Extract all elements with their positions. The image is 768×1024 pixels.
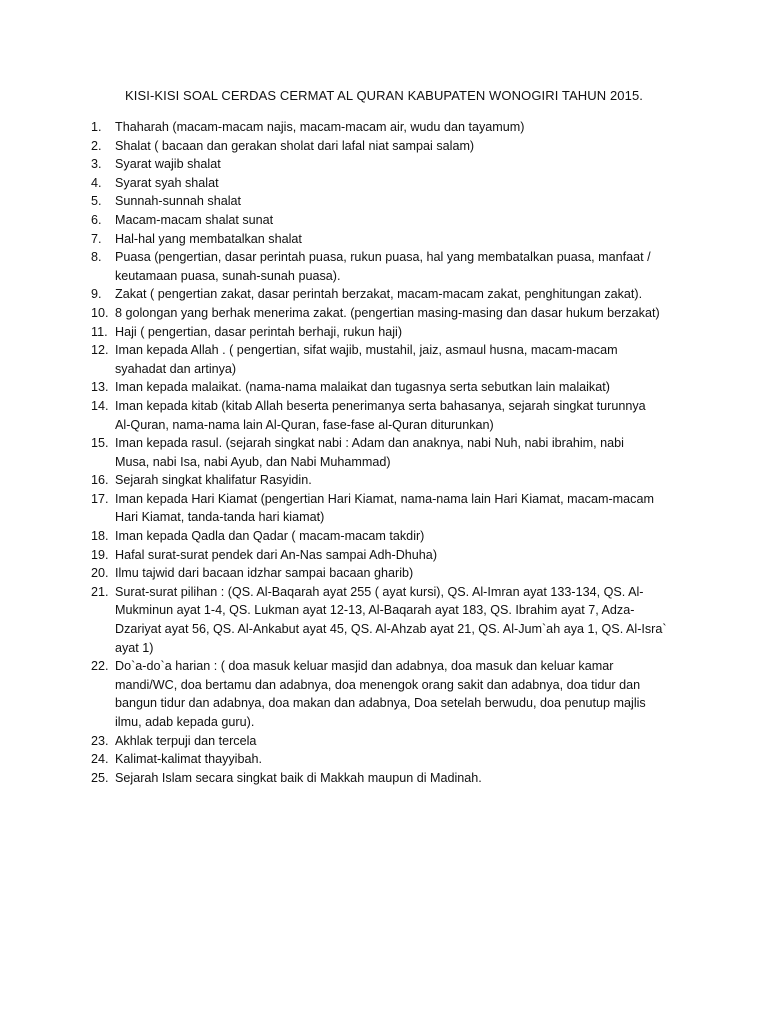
list-item-line: Iman kepada malaikat. (nama-nama malaikat dan tugasnya serta sebutkan lain malaikat) xyxy=(115,380,610,395)
list-item xyxy=(91,434,691,471)
list-item-text xyxy=(115,546,691,565)
list-item-text xyxy=(115,732,691,751)
list-item-line: Shalat ( bacaan dan gerakan sholat dari lafal niat sampai salam) xyxy=(115,138,475,153)
list-item-number: 18. xyxy=(91,529,109,544)
list-item-number: 23. xyxy=(91,733,109,748)
list-item-line: Syarat syah shalat xyxy=(115,175,219,190)
list-item xyxy=(91,248,691,285)
list-item xyxy=(91,564,691,583)
list-item-line: bangun tidur dan adabnya, doa makan dan adabnya, Doa setelah berwudu, doa penutup majlis xyxy=(115,696,646,711)
list-item xyxy=(91,546,691,565)
list-item xyxy=(91,137,691,156)
list-item-line: Iman kepada Allah . ( pengertian, sifat wajib, mustahil, jaiz, asmaul husna, macam-macam xyxy=(115,343,618,358)
list-item-text xyxy=(115,769,691,788)
list-item-line: Do`a-do`a harian : ( doa masuk keluar masjid dan adabnya, doa masuk dan keluar kamar xyxy=(115,659,614,674)
list-item xyxy=(91,490,691,527)
list-item-number: 3. xyxy=(91,157,102,172)
list-item-number: 5. xyxy=(91,194,102,209)
list-item-line: Mukminun ayat 1-4, QS. Lukman ayat 12-13, Al-Baqarah ayat 183, QS. Ibrahim ayat 7, Adza- xyxy=(115,603,635,618)
list-item-line: Akhlak terpuji dan tercela xyxy=(115,733,257,748)
list-item-line: mandi/WC, doa bertamu dan adabnya, doa menengok orang sakit dan adabnya, doa tidur dan xyxy=(115,677,641,692)
list-item-text xyxy=(115,397,691,434)
list-item-number: 22. xyxy=(91,659,109,674)
list-item-number: 7. xyxy=(91,231,102,246)
list-item-line: Zakat ( pengertian zakat, dasar perintah berzakat, macam-macam zakat, penghitungan zakat). xyxy=(115,287,643,302)
list-item-number: 12. xyxy=(91,343,109,358)
list-item-line: Macam-macam shalat sunat xyxy=(115,212,274,227)
list-item-text xyxy=(115,527,691,546)
list-item-number: 16. xyxy=(91,473,109,488)
list-item xyxy=(91,527,691,546)
list-item-number: 2. xyxy=(91,138,102,153)
list-item-line: Ilmu tajwid dari bacaan idzhar sampai bacaan gharib) xyxy=(115,566,414,581)
list-item-number: 9. xyxy=(91,287,102,302)
list-item-line: Surat-surat pilihan : (QS. Al-Baqarah ayat 255 ( ayat kursi), QS. Al-Imran ayat 133-134, QS. Al- xyxy=(115,584,644,599)
list-item-text xyxy=(115,341,691,378)
list-item-line: Syarat wajib shalat xyxy=(115,157,221,172)
list-item xyxy=(91,211,691,230)
list-item-text xyxy=(115,750,691,769)
list-item-number: 20. xyxy=(91,566,109,581)
list-item xyxy=(91,378,691,397)
list-item-line: Puasa (pengertian, dasar perintah puasa, rukun puasa, hal yang membatalkan puasa, manfaat / xyxy=(115,250,651,265)
list-item-line: Dzariyat ayat 56, QS. Al-Ankabut ayat 45, QS. Al-Ahzab ayat 21, QS. Al-Jum`ah aya 1, QS. Al-Isra` xyxy=(115,622,667,637)
list-item xyxy=(91,118,691,137)
list-item-number: 10. xyxy=(91,305,109,320)
list-item xyxy=(91,471,691,490)
list-item xyxy=(91,397,691,434)
list-item-text xyxy=(115,583,691,657)
list-item-line: Iman kepada Qadla dan Qadar ( macam-macam takdir) xyxy=(115,529,425,544)
list-item-text xyxy=(115,285,691,304)
list-item-text xyxy=(115,471,691,490)
list-item-line: Haji ( pengertian, dasar perintah berhaji, rukun haji) xyxy=(115,324,403,339)
list-item-number: 1. xyxy=(91,120,102,134)
list-item xyxy=(91,323,691,342)
list-item-number: 4. xyxy=(91,175,102,190)
list-item-text xyxy=(115,323,691,342)
list-item-line: 8 golongan yang berhak menerima zakat. (pengertian masing-masing dan dasar hukum berzakat) xyxy=(115,305,660,320)
list-item-number: 19. xyxy=(91,547,109,562)
list-item xyxy=(91,174,691,193)
list-item-number: 24. xyxy=(91,752,109,767)
list-item-line: Kalimat-kalimat thayyibah. xyxy=(115,752,262,767)
list-item-line: Iman kepada Hari Kiamat (pengertian Hari Kiamat, nama-nama lain Hari Kiamat, macam-macam xyxy=(115,491,654,506)
list-item-line: syahadat dan artinya) xyxy=(115,361,237,376)
list-item-number: 21. xyxy=(91,584,109,599)
list-item xyxy=(91,657,691,731)
list-item-number: 17. xyxy=(91,491,109,506)
list-item-text xyxy=(115,118,691,137)
list-item-text xyxy=(115,564,691,583)
list-item-line: Iman kepada kitab (kitab Allah beserta penerimanya serta bahasanya, sejarah singkat turunnya xyxy=(115,398,646,413)
list-item-number: 8. xyxy=(91,250,102,265)
list-item-text xyxy=(115,304,691,323)
list-item-number: 13. xyxy=(91,380,109,395)
document-title: KISI-KISI SOAL CERDAS CERMAT AL QURAN KABUPATEN WONOGIRI TAHUN 2015. xyxy=(124,88,643,103)
list-item-line: Hafal surat-surat pendek dari An-Nas sampai Adh-Dhuha) xyxy=(115,547,438,562)
list-item-text xyxy=(115,155,691,174)
list-item-text xyxy=(115,657,691,731)
list-item-line: Thaharah (macam-macam najis, macam-macam air, wudu dan tayamum) xyxy=(115,120,525,134)
list-item-number: 6. xyxy=(91,212,102,227)
list-item-text xyxy=(115,211,691,230)
list-item xyxy=(91,230,691,249)
list-item-number: 15. xyxy=(91,436,109,451)
list-item-text xyxy=(115,174,691,193)
list-item xyxy=(91,341,691,378)
list-item xyxy=(91,732,691,751)
list-item-line: Sejarah Islam secara singkat baik di Makkah maupun di Madinah. xyxy=(115,770,482,785)
list-item xyxy=(91,750,691,769)
list-item-line: Musa, nabi Isa, nabi Ayub, dan Nabi Muhammad) xyxy=(115,454,391,469)
list-item-line: Al-Quran, nama-nama lain Al-Quran, fase-fase al-Quran diturunkan) xyxy=(115,417,494,432)
list-item-line: ayat 1) xyxy=(115,640,154,655)
list-item-text xyxy=(115,434,691,471)
list-item-text xyxy=(115,192,691,211)
list-item-text xyxy=(115,490,691,527)
list-item-text xyxy=(115,378,691,397)
list-item-number: 11. xyxy=(91,324,108,339)
list-item-line: Hal-hal yang membatalkan shalat xyxy=(115,231,302,246)
list-item-text xyxy=(115,137,691,156)
list-item-text xyxy=(115,248,691,285)
topic-list xyxy=(91,118,691,787)
list-item-line: Sejarah singkat khalifatur Rasyidin. xyxy=(115,473,312,488)
list-item xyxy=(91,192,691,211)
list-item-number: 14. xyxy=(91,398,109,413)
list-item-line: Hari Kiamat, tanda-tanda hari kiamat) xyxy=(115,510,325,525)
list-item xyxy=(91,155,691,174)
list-item xyxy=(91,304,691,323)
list-item xyxy=(91,583,691,657)
list-item xyxy=(91,769,691,788)
list-item-line: Iman kepada rasul. (sejarah singkat nabi : Adam dan anaknya, nabi Nuh, nabi ibrahim, nabi xyxy=(115,436,624,451)
list-item-line: keutamaan puasa, sunah-sunah puasa). xyxy=(115,268,341,283)
list-item-number: 25. xyxy=(91,770,109,785)
list-item-text xyxy=(115,230,691,249)
list-item-line: ilmu, adab kepada guru). xyxy=(115,715,255,729)
list-item xyxy=(91,285,691,304)
list-item-line: Sunnah-sunnah shalat xyxy=(115,194,242,209)
